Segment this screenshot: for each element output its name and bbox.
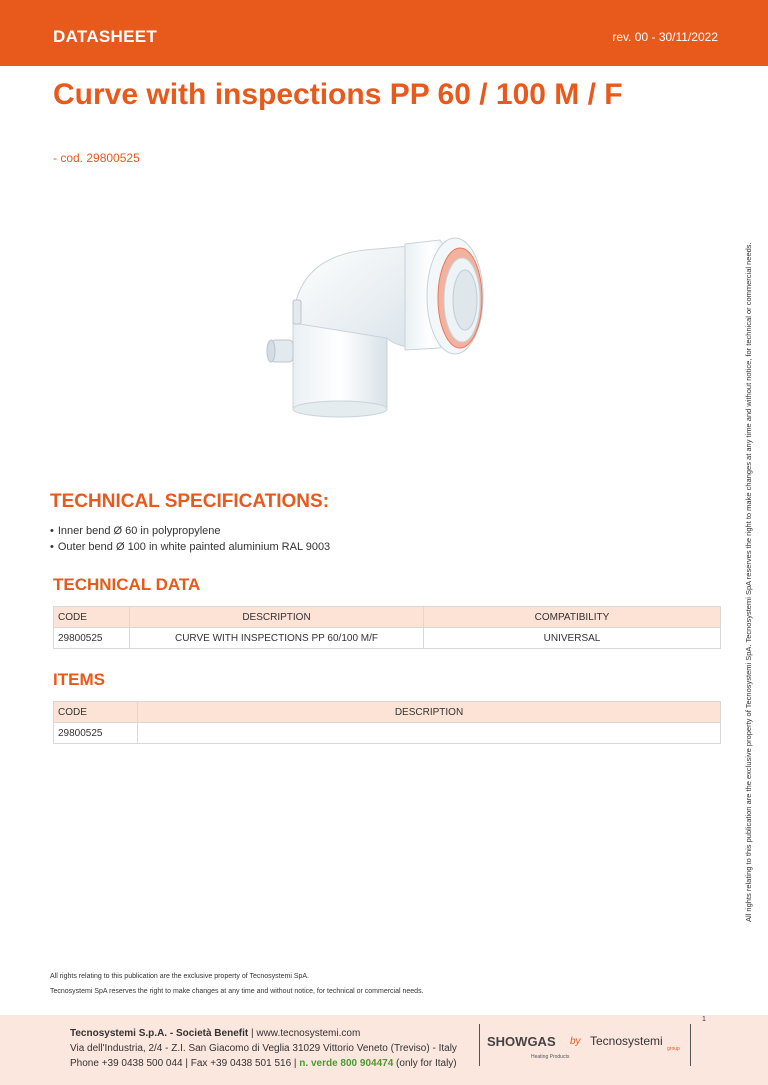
cell-compatibility: UNIVERSAL	[424, 628, 721, 649]
col-compatibility: COMPATIBILITY	[424, 607, 721, 628]
company-green-number: n. verde 800 904474	[299, 1058, 394, 1069]
footer-divider	[479, 1024, 480, 1066]
spec-item: • Outer bend Ø 100 in white painted aluminium RAL 9003	[50, 539, 330, 555]
table-row	[54, 628, 721, 649]
specs-heading: TECHNICAL SPECIFICATIONS:	[50, 491, 330, 512]
cell-code: 29800525	[54, 628, 130, 649]
company-green-note: (only for Italy)	[396, 1058, 457, 1069]
header-bar	[0, 0, 768, 66]
company-address: Via dell'Industria, 2/4 - Z.I. San Giacomo di Veglia 31029 Vittorio Veneto (Treviso) - Italy	[70, 1043, 457, 1054]
col-description: DESCRIPTION	[138, 702, 721, 723]
showgas-logo: SHOWGAS	[487, 1034, 556, 1049]
product-code: - cod. 29800525	[53, 151, 140, 165]
footer-note-changes: Tecnosystemi SpA reserves the right to make changes at any time and without notice, for technical or commercial needs.	[50, 988, 424, 995]
technical-data-heading: TECHNICAL DATA	[53, 575, 201, 594]
company-name: Tecnosystemi S.p.A. - Società Benefit	[70, 1028, 249, 1039]
page-number: 1	[702, 1016, 706, 1023]
company-info: Tecnosystemi S.p.A. - Società Benefit | www.tecnosystemi.com Via dell'Industria, 2/4 - Z.I. San Giacomo di Veglia 31029 Vittorio Veneto (Treviso) - Italy Phone +39 0438 500 044 | Fax +39 0438 501 516 | n. verde 800 904474 (only for Italy)	[70, 1028, 457, 1069]
table-header-row	[54, 702, 721, 723]
revision-label: rev. 00 - 30/11/2022	[612, 30, 718, 44]
tecnosystemi-logo: Tecnosystemi	[590, 1034, 663, 1048]
table-row	[54, 723, 721, 744]
specs-list	[50, 523, 330, 555]
doc-type-label: DATASHEET	[53, 27, 158, 46]
col-code: CODE	[54, 702, 138, 723]
cell-description: CURVE WITH INSPECTIONS PP 60/100 M/F	[130, 628, 424, 649]
tecnosystemi-group-label: group	[667, 1046, 680, 1052]
items-table	[53, 701, 721, 744]
col-description: DESCRIPTION	[130, 607, 424, 628]
items-heading: ITEMS	[53, 670, 105, 689]
logo-by-text: by	[570, 1036, 581, 1047]
page-title: Curve with inspections PP 60 / 100 M / F	[53, 78, 623, 111]
technical-data-table	[53, 606, 721, 649]
cell-code: 29800525	[54, 723, 138, 744]
showgas-logo-sub: Heating Products	[531, 1054, 570, 1060]
side-rights-notice: All rights relating to this publication are the exclusive property of Tecnosystemi SpA. Tecnosystemi SpA reserves the right to make changes at any time and without notice, for technical or commercial needs.	[744, 242, 753, 922]
spec-item: • Inner bend Ø 60 in polypropylene	[50, 523, 330, 539]
product-image	[255, 228, 515, 428]
col-code: CODE	[54, 607, 130, 628]
company-website[interactable]: www.tecnosystemi.com	[256, 1028, 361, 1039]
footer-divider	[690, 1024, 691, 1066]
company-phone: Phone +39 0438 500 044	[70, 1058, 183, 1069]
table-header-row	[54, 607, 721, 628]
company-fax: Fax +39 0438 501 516	[190, 1058, 292, 1069]
cell-description	[138, 723, 721, 744]
footer-note-rights: All rights relating to this publication are the exclusive property of Tecnosystemi SpA.	[50, 973, 309, 980]
